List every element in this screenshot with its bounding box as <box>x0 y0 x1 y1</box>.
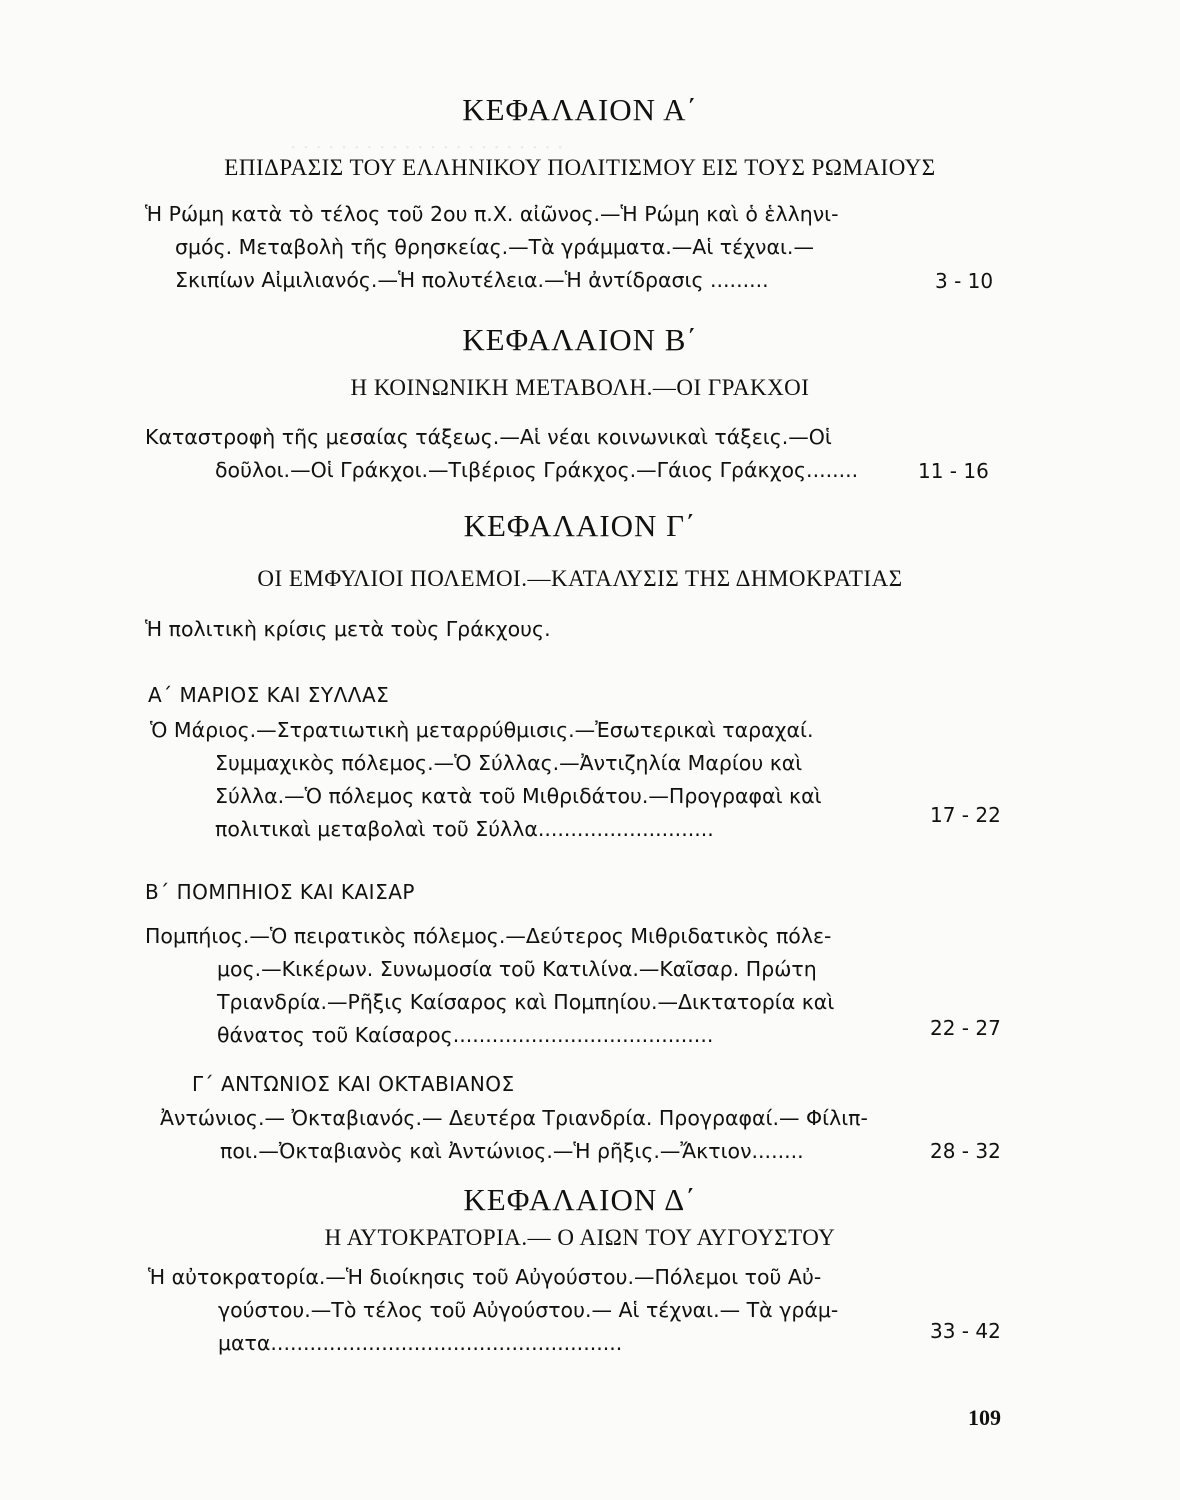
page-range: 17 - 22 <box>930 803 1001 827</box>
section-title: Β΄ ΠΟΜΠΗΙΟΣ ΚΑΙ ΚΑΙΣΑΡ <box>145 880 415 904</box>
chapter-subheading-a: ΕΠΙΔΡΑΣΙΣ ΤΟΥ ΕΛΛΗΝΙΚΟΥ ΠΟΛΙΤΙΣΜΟΥ ΕΙΣ ΤΟΥΣ ΡΩΜΑΙΟΥΣ <box>224 155 936 180</box>
entry-line: Ἡ Ρώμη κατὰ τὸ τέλος τοῦ 2ου π.Χ. αἰῶνος.—Ἡ Ρώμη καὶ ὁ ἑλληνι- <box>145 202 839 226</box>
page-range: 11 - 16 <box>918 459 989 483</box>
entry-line: Πομπήιος.—Ὁ πειρατικὸς πόλεμος.—Δεύτερος Μιθριδατικὸς πόλε- <box>145 924 832 948</box>
entry-line: Τριανδρία.—Ρῆξις Καίσαρος καὶ Πομπηίου.—Δικτατορία καὶ <box>217 990 835 1014</box>
chapter-heading-b: ΚΕΦΑΛΑΙΟΝ Β΄ <box>462 322 698 357</box>
entry-line: Σύλλα.—Ὁ πόλεμος κατὰ τοῦ Μιθριδάτου.—Προγραφαὶ καὶ <box>215 784 822 808</box>
chapter-heading-d: ΚΕΦΑΛΑΙΟΝ Δ΄ <box>463 1182 697 1217</box>
bleed-through-text: · · · · · · · · · · · · · · · · · · · · · · <box>290 135 564 159</box>
entry-line: πολιτικαὶ μεταβολαὶ τοῦ Σύλλα........................... <box>215 817 714 841</box>
page-range: 33 - 42 <box>930 1319 1001 1343</box>
entry-line: ματα...................................................... <box>218 1331 623 1355</box>
chapter-subheading-d: Η ΑΥΤΟΚΡΑΤΟΡΙΑ.— Ο ΑΙΩΝ ΤΟΥ ΑΥΓΟΥΣΤΟΥ <box>324 1225 836 1250</box>
entry-line: ποι.—Ὀκταβιανὸς καὶ Ἀντώνιος.—Ἡ ρῆξις.—Ἄκτιον........ <box>220 1139 804 1163</box>
entry-line: Ὁ Μάριος.—Στρατιωτικὴ μεταρρύθμισις.—Ἐσωτερικαὶ ταραχαί. <box>150 718 814 742</box>
chapter-intro-c: Ἡ πολιτικὴ κρίσις μετὰ τοὺς Γράκχους. <box>145 617 551 641</box>
section-title: Α΄ ΜΑΡΙΟΣ ΚΑΙ ΣΥΛΛΑΣ <box>148 683 390 707</box>
entry-line: Ἀντώνιος.— Ὀκταβιανός.— Δευτέρα Τριανδρία. Προγραφαί.— Φίλιπ- <box>160 1106 868 1130</box>
entry-line: Ἡ αὐτοκρατορία.—Ἡ διοίκησις τοῦ Αὐγούστου.—Πόλεμοι τοῦ Αὐ- <box>148 1265 822 1289</box>
entry-line: σμός. Μεταβολὴ τῆς θρησκείας.—Τὰ γράμματα.—Αἱ τέχναι.— <box>175 235 814 259</box>
entry-line: Συμμαχικὸς πόλεμος.—Ὁ Σύλλας.—Ἀντιζηλία Μαρίου καὶ <box>215 751 803 775</box>
entry-line: Σκιπίων Αἰμιλιανός.—Ἡ πολυτέλεια.—Ἡ ἀντίδρασις ......... <box>175 268 769 292</box>
page-number: 109 <box>968 1405 1001 1430</box>
entry-line: θάνατος τοῦ Καίσαρος........................................ <box>217 1023 714 1047</box>
entry-line: δοῦλοι.—Οἱ Γράκχοι.—Τιβέριος Γράκχος.—Γάιος Γράκχος........ <box>215 458 859 482</box>
section-title: Γ΄ ΑΝΤΩΝΙΟΣ ΚΑΙ ΟΚΤΑΒΙΑΝΟΣ <box>192 1072 515 1096</box>
chapter-subheading-c: ΟΙ ΕΜΦΥΛΙΟΙ ΠΟΛΕΜΟΙ.—ΚΑΤΑΛΥΣΙΣ ΤΗΣ ΔΗΜΟΚΡΑΤΙΑΣ <box>257 566 903 591</box>
entry-line: Καταστροφὴ τῆς μεσαίας τάξεως.—Αἱ νέαι κοινωνικαὶ τάξεις.—Οἱ <box>145 425 832 449</box>
chapter-heading-c: ΚΕΦΑΛΑΙΟΝ Γ΄ <box>463 508 697 543</box>
entry-line: μος.—Κικέρων. Συνωμοσία τοῦ Κατιλίνα.—Καῖσαρ. Πρώτη <box>217 957 817 981</box>
page-range: 28 - 32 <box>930 1139 1001 1163</box>
entry-line: γούστου.—Τὸ τέλος τοῦ Αὐγούστου.— Αἱ τέχναι.— Τὰ γράμ- <box>218 1298 839 1322</box>
page-range: 22 - 27 <box>930 1016 1001 1040</box>
chapter-heading-a: ΚΕΦΑΛΑΙΟΝ Α΄ <box>462 92 698 127</box>
chapter-subheading-b: Η ΚΟΙΝΩΝΙΚΗ ΜΕΤΑΒΟΛΗ.—ΟΙ ΓΡΑΚΧΟΙ <box>350 375 810 400</box>
page-range: 3 - 10 <box>935 269 994 293</box>
